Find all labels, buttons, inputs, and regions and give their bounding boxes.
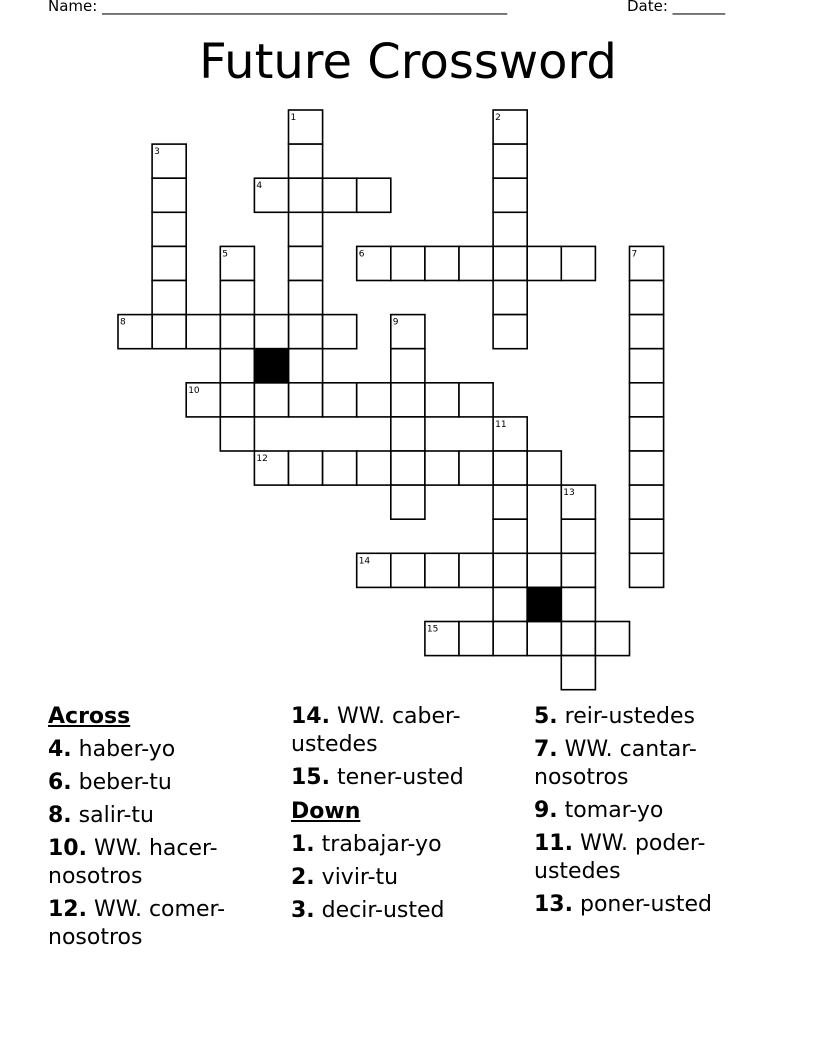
grid-cell[interactable] xyxy=(425,451,459,485)
cell-number-2: 2 xyxy=(495,113,501,123)
grid-cell[interactable] xyxy=(289,383,323,417)
grid-cell[interactable] xyxy=(220,417,254,451)
cell-number-10: 10 xyxy=(188,385,200,396)
grid-cell[interactable] xyxy=(289,178,323,212)
cell-number-15: 15 xyxy=(426,624,439,635)
grid-cell[interactable] xyxy=(152,178,186,212)
grid-cell[interactable] xyxy=(493,587,527,621)
grid-cell[interactable] xyxy=(289,246,323,280)
grid-cell[interactable] xyxy=(391,315,425,349)
grid-cell[interactable] xyxy=(391,485,425,519)
grid-cell[interactable] xyxy=(357,451,391,485)
grid-cell[interactable] xyxy=(391,417,425,451)
clue-column-2 xyxy=(291,703,531,925)
grid-cell[interactable] xyxy=(254,315,288,349)
grid-cell[interactable] xyxy=(152,315,186,349)
grid-cell[interactable] xyxy=(357,178,391,212)
grid-cell[interactable] xyxy=(527,622,561,656)
grid-cell[interactable] xyxy=(391,553,425,587)
grid-cell[interactable] xyxy=(493,315,527,349)
grid-cell[interactable] xyxy=(357,246,391,280)
grid-cell[interactable] xyxy=(254,451,288,485)
clue-down-2: 2. vivir-tu xyxy=(291,865,399,890)
grid-cell[interactable] xyxy=(630,315,664,349)
clue-down-11: 11. WW. poder-ustedes xyxy=(534,831,706,884)
grid-cell[interactable] xyxy=(561,485,595,519)
grid-cell[interactable] xyxy=(527,246,561,280)
cell-number-5: 5 xyxy=(222,249,229,260)
clue-down-9: 9. tomar-yo xyxy=(534,798,664,823)
grid-cell[interactable] xyxy=(493,144,527,178)
grid-cell[interactable] xyxy=(425,622,459,656)
grid-cell[interactable] xyxy=(391,349,425,383)
grid-cell[interactable] xyxy=(254,383,288,417)
grid-cell[interactable] xyxy=(561,553,595,587)
grid-cell[interactable] xyxy=(561,656,595,690)
grid-cell[interactable] xyxy=(289,315,323,349)
grid-cell[interactable] xyxy=(527,451,561,485)
grid-cell[interactable] xyxy=(289,110,323,144)
grid-cell[interactable] xyxy=(459,383,493,417)
grid-cell[interactable] xyxy=(493,485,527,519)
grid-cell[interactable] xyxy=(425,553,459,587)
grid-cell[interactable] xyxy=(220,281,254,315)
grid-cell[interactable] xyxy=(289,451,323,485)
cell-number-9: 9 xyxy=(392,317,399,328)
clue-down-3: 3. decir-usted xyxy=(291,898,445,923)
clue-across-14: 14. WW. caber-ustedes xyxy=(291,704,461,757)
grid-cell[interactable] xyxy=(561,246,595,280)
clue-column-3 xyxy=(534,703,774,919)
date-line: Date: _______ xyxy=(627,0,726,15)
grid-cell[interactable] xyxy=(493,110,527,144)
across-heading: Across xyxy=(48,704,131,729)
grid-cell[interactable] xyxy=(220,246,254,280)
grid-cell[interactable] xyxy=(493,246,527,280)
grid-cell[interactable] xyxy=(289,349,323,383)
grid-cell[interactable] xyxy=(459,451,493,485)
grid-cell[interactable] xyxy=(459,246,493,280)
grid-cell[interactable] xyxy=(186,383,220,417)
grid-cell[interactable] xyxy=(220,349,254,383)
grid-cell[interactable] xyxy=(459,553,493,587)
grid-cell[interactable] xyxy=(289,144,323,178)
name-line: Name: ______________________________________________________ xyxy=(48,0,508,15)
cell-number-12: 12 xyxy=(256,454,268,464)
clue-down-1: 1. trabajar-yo xyxy=(291,832,442,857)
cell-number-6: 6 xyxy=(358,249,365,260)
grid-cell[interactable] xyxy=(493,212,527,246)
clue-across-15: 15. tener-usted xyxy=(291,765,464,790)
grid-cell[interactable] xyxy=(118,315,152,349)
grid-cell[interactable] xyxy=(220,383,254,417)
grid-cell[interactable] xyxy=(323,451,357,485)
grid-cell[interactable] xyxy=(254,178,288,212)
clue-across-10: 10. WW. hacer-nosotros xyxy=(48,836,218,889)
grid-cell[interactable] xyxy=(425,246,459,280)
clue-down-7: 7. WW. cantar-nosotros xyxy=(534,737,697,790)
grid-cell[interactable] xyxy=(391,383,425,417)
grid-cell[interactable] xyxy=(425,383,459,417)
grid-cell[interactable] xyxy=(323,383,357,417)
grid-cell[interactable] xyxy=(493,178,527,212)
grid-cell[interactable] xyxy=(152,246,186,280)
grid-cell[interactable] xyxy=(391,451,425,485)
grid-cell[interactable] xyxy=(323,315,357,349)
grid-cell[interactable] xyxy=(357,553,391,587)
clue-across-6: 6. beber-tu xyxy=(48,770,172,795)
grid-cell[interactable] xyxy=(561,622,595,656)
grid-cell[interactable] xyxy=(630,383,664,417)
grid-black-cell xyxy=(527,587,561,621)
cell-number-8: 8 xyxy=(120,317,126,328)
cell-number-4: 4 xyxy=(256,181,263,192)
grid-black-cell xyxy=(254,349,288,383)
clue-down-5: 5. reir-ustedes xyxy=(534,704,695,729)
grid-cell[interactable] xyxy=(391,246,425,280)
grid-cell[interactable] xyxy=(152,212,186,246)
grid-cell[interactable] xyxy=(630,246,664,280)
cell-number-11: 11 xyxy=(495,419,507,430)
grid-cell[interactable] xyxy=(152,281,186,315)
grid-cell[interactable] xyxy=(561,587,595,621)
grid-cell[interactable] xyxy=(561,519,595,553)
grid-cell[interactable] xyxy=(186,315,220,349)
grid-cell[interactable] xyxy=(152,144,186,178)
grid-cell[interactable] xyxy=(630,519,664,553)
cell-number-13: 13 xyxy=(563,488,575,499)
grid-cell[interactable] xyxy=(595,622,629,656)
grid-cell[interactable] xyxy=(630,417,664,451)
grid-cell[interactable] xyxy=(630,553,664,587)
cell-number-3: 3 xyxy=(154,147,160,158)
grid-cell[interactable] xyxy=(323,178,357,212)
grid-cell[interactable] xyxy=(220,315,254,349)
clue-down-13: 13. poner-usted xyxy=(534,892,712,917)
cell-number-1: 1 xyxy=(290,113,297,123)
grid-cell[interactable] xyxy=(493,553,527,587)
grid-cell[interactable] xyxy=(630,451,664,485)
grid-cell[interactable] xyxy=(459,622,493,656)
grid-cell[interactable] xyxy=(630,485,664,519)
page-title: Future Crossword xyxy=(199,34,617,90)
grid-cell[interactable] xyxy=(527,553,561,587)
grid-cell[interactable] xyxy=(493,281,527,315)
grid-cell[interactable] xyxy=(357,383,391,417)
grid-cell[interactable] xyxy=(630,349,664,383)
grid-cell[interactable] xyxy=(289,212,323,246)
clue-across-4: 4. haber-yo xyxy=(48,737,176,762)
grid-cell[interactable] xyxy=(289,281,323,315)
clue-column-1 xyxy=(48,703,288,952)
clue-across-8: 8. salir-tu xyxy=(48,803,154,828)
clue-across-12: 12. WW. comer-nosotros xyxy=(48,897,226,950)
cell-number-14: 14 xyxy=(358,556,371,567)
grid-cell[interactable] xyxy=(630,281,664,315)
grid-cell[interactable] xyxy=(493,417,527,451)
grid-cell[interactable] xyxy=(493,451,527,485)
grid-cell[interactable] xyxy=(493,622,527,656)
down-heading: Down xyxy=(291,799,361,824)
grid-cell[interactable] xyxy=(493,519,527,553)
cell-number-7: 7 xyxy=(631,249,638,260)
